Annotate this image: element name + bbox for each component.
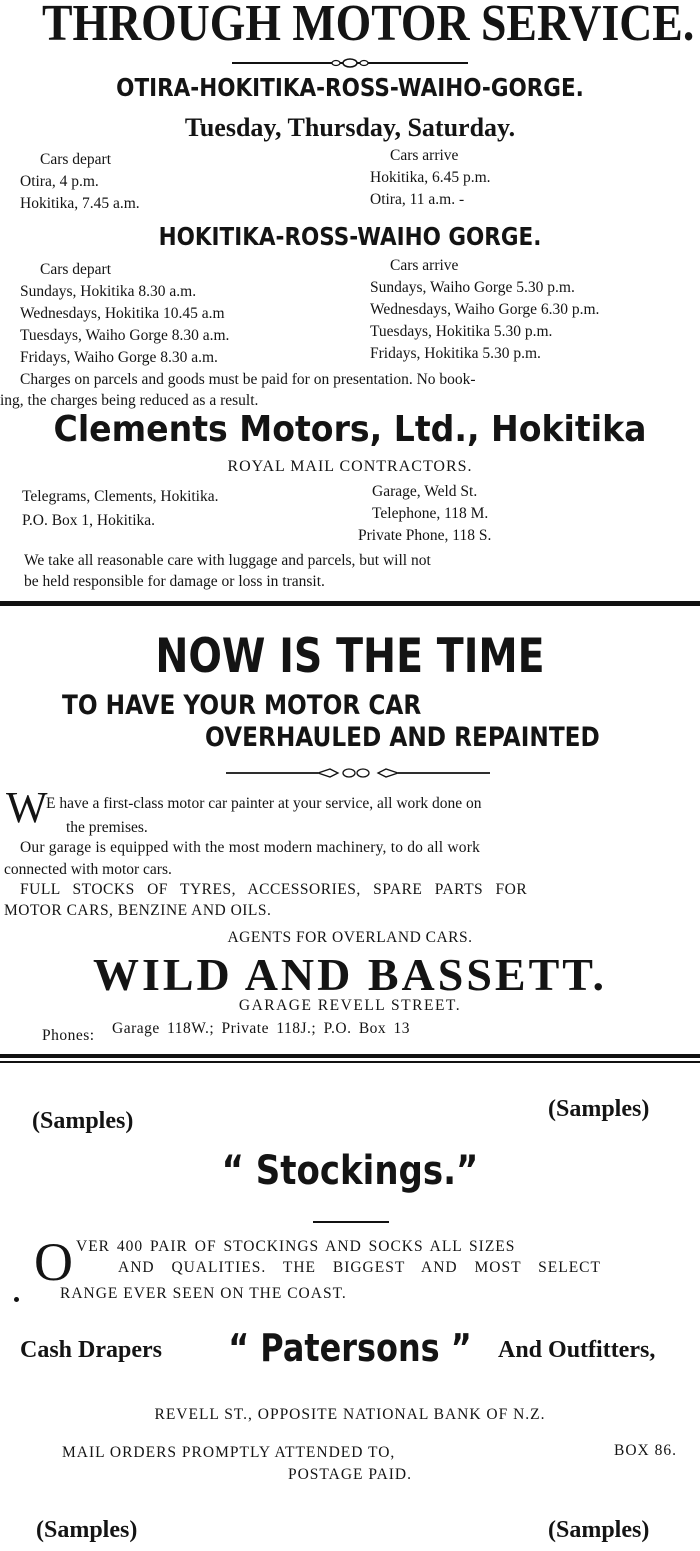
ad1-charges-line: Charges on parcels and goods must be paid for on presentation. No book- [20, 371, 476, 388]
timetable2-depart-row: Fridays, Waiho Gorge 8.30 a.m. [20, 349, 218, 366]
ad2-company-name: WILD AND BASSETT. [92, 949, 608, 1000]
section-divider-rule [0, 601, 700, 606]
timetable2-depart-heading: Cars depart [40, 261, 112, 278]
ad2-phones: Garage 118W.; Private 118J.; P.O. Box 13 [112, 1020, 411, 1037]
ad2-body-line: Our garage is equipped with the most modern machinery, to do all work [20, 839, 481, 856]
timetable2-arrive-row: Tuesdays, Hokitika 5.30 p.m. [370, 323, 553, 340]
ad1-ornament-divider [0, 56, 700, 70]
ad3-drop-cap: O [34, 1232, 73, 1292]
ad2-title: NOW IS THE TIME [155, 629, 545, 684]
ad3-address: REVELL ST., OPPOSITE NATIONAL BANK OF N.Z. [154, 1406, 546, 1423]
ad1-care-line: We take all reasonable care with luggage and parcels, but will not [24, 552, 431, 569]
ad2-ornament-divider [0, 766, 700, 780]
samples-label: (Samples) [548, 1096, 650, 1122]
timetable2-arrive-row: Wednesdays, Waiho Gorge 6.30 p.m. [370, 301, 600, 318]
ad2-agents: AGENTS FOR OVERLAND CARS. [227, 929, 473, 946]
ad1-contact-right: Garage, Weld St. [372, 483, 478, 500]
ad3-body-line: AND QUALITIES. THE BIGGEST AND MOST SELECT [118, 1259, 601, 1276]
ad3-title: “ Stockings.” [221, 1148, 479, 1194]
bullet-dot-icon [14, 1297, 19, 1302]
ad1-company-name: Clements Motors, Ltd., Hokitika [53, 409, 647, 450]
ad1-royal-mail: ROYAL MAIL CONTRACTORS. [227, 458, 473, 475]
ad1-contact-left: P.O. Box 1, Hokitika. [22, 512, 156, 529]
timetable2-depart-row: Wednesdays, Hokitika 10.45 a.m [20, 305, 225, 322]
ad3-cash-drapers: Cash Drapers [20, 1337, 162, 1363]
ad3-short-rule [313, 1221, 389, 1223]
ad1-title: THROUGH MOTOR SERVICE. [42, 0, 695, 52]
ad2-body-line: FULL STOCKS OF TYRES, ACCESSORIES, SPARE PARTS FOR [20, 881, 528, 898]
ad2-subtitle-line: TO HAVE YOUR MOTOR CAR [62, 690, 422, 721]
samples-label: (Samples) [548, 1517, 650, 1543]
ad2-phones-label: Phones: [42, 1027, 95, 1044]
ad1-days: Tuesday, Thursday, Saturday. [184, 113, 516, 142]
ad2-body-line: the premises. [66, 819, 148, 836]
ad3-patersons: “ Patersons ” [228, 1326, 472, 1370]
ad2-body-line: E have a first-class motor car painter at your service, all work done on [46, 795, 482, 812]
section-divider-rule [0, 1054, 700, 1058]
timetable1-arrive-row: Otira, 11 a.m. - [370, 191, 465, 208]
ad1-care-line: be held responsible for damage or loss in transit. [24, 573, 325, 590]
timetable2-depart-row: Sundays, Hokitika 8.30 a.m. [20, 283, 197, 300]
timetable1-depart-heading: Cars depart [40, 151, 112, 168]
timetable1-depart-row: Otira, 4 p.m. [20, 173, 99, 190]
samples-label: (Samples) [36, 1517, 138, 1543]
ad1-contact-left: Telegrams, Clements, Hokitika. [22, 488, 219, 505]
timetable2-arrive-row: Fridays, Hokitika 5.30 p.m. [370, 345, 541, 362]
ad2-body-line: MOTOR CARS, BENZINE AND OILS. [4, 902, 272, 919]
ad1-route-1: OTIRA-HOKITIKA-ROSS-WAIHO-GORGE. [116, 73, 584, 102]
ad1-charges-line: ing, the charges being reduced as a result. [0, 392, 259, 409]
section-divider-rule [0, 1061, 700, 1063]
ad2-body-line: connected with motor cars. [4, 861, 172, 878]
timetable2-arrive-row: Sundays, Waiho Gorge 5.30 p.m. [370, 279, 575, 296]
ad3-postage: POSTAGE PAID. [287, 1466, 412, 1483]
timetable2-depart-row: Tuesdays, Waiho Gorge 8.30 a.m. [20, 327, 230, 344]
ad3-body-line: RANGE EVER SEEN ON THE COAST. [60, 1285, 347, 1302]
ad2-subtitle-line: OVERHAULED AND REPAINTED [205, 722, 600, 753]
timetable2-arrive-heading: Cars arrive [390, 257, 459, 274]
ad1-contact-right: Private Phone, 118 S. [358, 527, 492, 544]
ad2-drop-cap: W [6, 783, 48, 832]
ad1-route-2: HOKITIKA-ROSS-WAIHO GORGE. [158, 222, 542, 251]
ad3-box: BOX 86. [614, 1442, 677, 1459]
timetable1-arrive-heading: Cars arrive [390, 147, 459, 164]
samples-label: (Samples) [32, 1108, 134, 1134]
timetable1-depart-row: Hokitika, 7.45 a.m. [20, 195, 140, 212]
ad1-contact-right: Telephone, 118 M. [372, 505, 489, 522]
ad3-body-line: VER 400 PAIR OF STOCKINGS AND SOCKS ALL SIZES [76, 1238, 516, 1255]
ad3-mail-orders: MAIL ORDERS PROMPTLY ATTENDED TO, [62, 1444, 396, 1461]
timetable1-arrive-row: Hokitika, 6.45 p.m. [370, 169, 491, 186]
ad2-garage-address: GARAGE REVELL STREET. [238, 997, 462, 1014]
ad3-outfitters: And Outfitters, [498, 1337, 656, 1363]
